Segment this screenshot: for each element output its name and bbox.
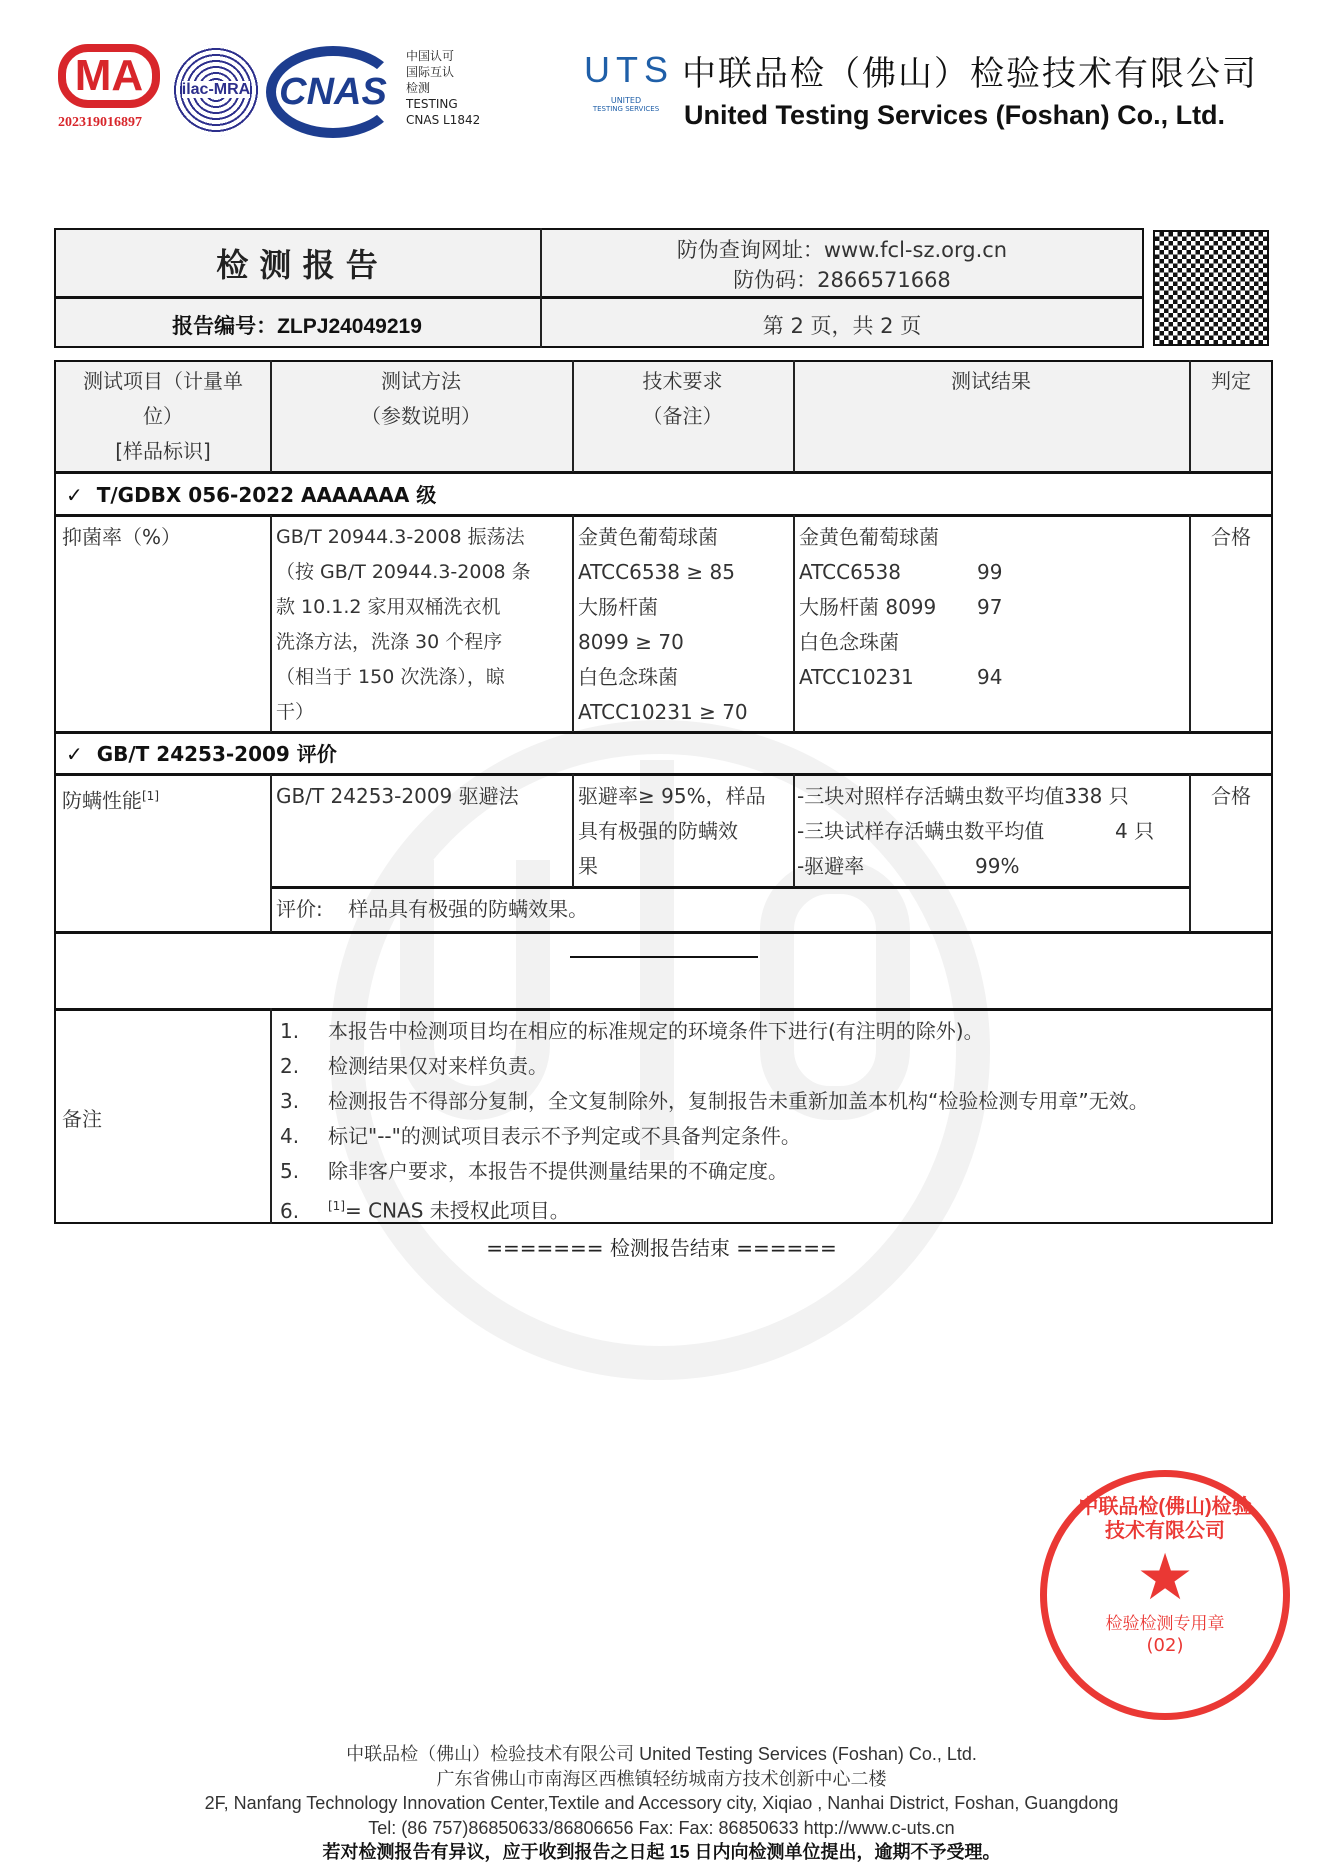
divider: [270, 1008, 272, 1224]
section-standard-2: ✓ GB/T 24253-2009 评价: [66, 742, 337, 766]
star-icon: ★: [1136, 1541, 1194, 1615]
row1-item: 抑菌率（%）: [62, 525, 182, 549]
note-item: 2. 检测结果仅对来样负责。: [280, 1054, 548, 1078]
footer-disclaimer: 若对检测报告有异议，应于收到报告之日起 15 日内向检测单位提出，逾期不予受理。: [322, 1842, 1001, 1862]
row2-result: -三块对照样存活螨虫数平均值338 只 -三块试样存活螨虫数平均值 4 只 -驱避率 99%: [797, 784, 1155, 878]
divider: [54, 471, 1273, 474]
note-item: 4. 标记"--"的测试项目表示不予判定或不具备判定条件。: [280, 1124, 801, 1148]
footer-address-cn: 广东省佛山市南海区西樵镇轻纺城南方技术创新中心二楼: [436, 1768, 887, 1789]
notes-list: [274, 1012, 1272, 1231]
company-name-en: United Testing Services (Foshan) Co., Ltd.: [684, 100, 1226, 130]
divider: [54, 296, 1144, 299]
row2-requirement: 驱避率≥ 95%，样品 具有极强的防螨效 果: [578, 784, 766, 878]
cnas-text: [406, 48, 480, 128]
footer: [0, 1742, 1323, 1865]
row2-item: 防螨性能[1]: [62, 788, 159, 813]
header-result: 测试结果: [951, 369, 1031, 393]
uts-logo: UTS UNITED TESTING SERVICES: [584, 49, 674, 113]
cma-number: 202319016897: [58, 115, 142, 130]
blank-dash: [570, 956, 758, 958]
cnas-line: 中国认可: [406, 49, 455, 63]
cnas-line: 检测: [406, 81, 431, 95]
official-stamp: 中联品检(佛山)检验技术有限公司 ★ 检验检测专用章 (02): [1040, 1470, 1290, 1720]
row2-verdict: 合格: [1211, 784, 1251, 808]
row1-verdict: 合格: [1211, 525, 1251, 549]
note-item: 1. 本报告中检测项目均在相应的标准规定的环境条件下进行(有注明的除外)。: [280, 1019, 984, 1043]
footer-address-en: 2F, Nanfang Technology Innovation Center,Textile and Accessory city, Xiqiao , Nanhai District, Foshan, Guangdong: [204, 1793, 1119, 1813]
divider: [54, 931, 1273, 934]
cnas-line: 国际互认: [406, 65, 455, 79]
header-requirement: 技术要求 （备注）: [642, 369, 723, 428]
row2-method: GB/T 24253-2009 驱避法: [276, 784, 519, 808]
verify-url: 防伪查询网址：www.fcl-sz.org.cn: [676, 238, 1008, 262]
footer-contact: Tel: (86 757)86850633/86806656 Fax: Fax: 86850633 http://www.c-uts.cn: [368, 1817, 955, 1838]
qr-code-icon: [1155, 232, 1267, 344]
check-icon: ✓: [66, 742, 83, 766]
company-name-cn: 中联品检（佛山）检验技术有限公司: [682, 54, 1258, 94]
section-standard-1: ✓ T/GDBX 056-2022 AAAAAAA 级: [66, 483, 437, 507]
report-number: 报告编号：ZLPJ24049219: [172, 315, 422, 338]
header-method: 测试方法 （参数说明）: [361, 369, 481, 428]
row1-result: 金黄色葡萄球菌 ATCC6538 99 大肠杆菌 8099 97 白色念珠菌 ATCC10231 94: [799, 525, 1003, 689]
cma-logo: MA: [58, 44, 160, 108]
row2-evaluation: 评价: 样品具有极强的防螨效果。: [276, 897, 589, 921]
ilac-mra-logo: ilac-MRA: [172, 44, 260, 136]
page-indicator: 第 2 页，共 2 页: [762, 314, 922, 338]
verify-code: 防伪码：2866571668: [733, 268, 951, 292]
check-icon: ✓: [66, 483, 83, 507]
notes-label: 备注: [62, 1107, 102, 1131]
row1-requirement: 金黄色葡萄球菌 ATCC6538 ≥ 85 大肠杆菌 8099 ≥ 70 白色念珠菌 ATCC10231 ≥ 70: [578, 525, 748, 724]
note-item: 3. 检测报告不得部分复制，全文复制除外，复制报告未重新加盖本机构“检验检测专用章”无效。: [280, 1089, 1149, 1113]
header-item: 测试项目（计量单 位） [样品标识]: [83, 369, 243, 463]
report-end: ======= 检测报告结束 ======: [486, 1236, 837, 1260]
cnas-line: CNAS L1842: [406, 113, 481, 127]
footer-company: 中联品检（佛山）检验技术有限公司 United Testing Services (Foshan) Co., Ltd.: [346, 1744, 977, 1764]
header-verdict: 判定: [1211, 369, 1251, 393]
divider: [54, 1008, 1273, 1011]
report-title: 检 测 报 告: [216, 246, 378, 284]
note-item: 6. [1]= CNAS 未授权此项目。: [280, 1198, 570, 1223]
cnas-logo: CNAS: [266, 46, 400, 138]
divider: [270, 886, 1189, 889]
note-item: 5. 除非客户要求，本报告不提供测量结果的不确定度。: [280, 1159, 788, 1183]
row1-method: GB/T 20944.3-2008 振荡法 （按 GB/T 20944.3-2008 条 款 10.1.2 家用双桶洗衣机 洗涤方法，洗涤 30 个程序 （相当于 150 次洗涤），晾 干）: [276, 526, 531, 723]
cnas-line: TESTING: [406, 97, 458, 111]
